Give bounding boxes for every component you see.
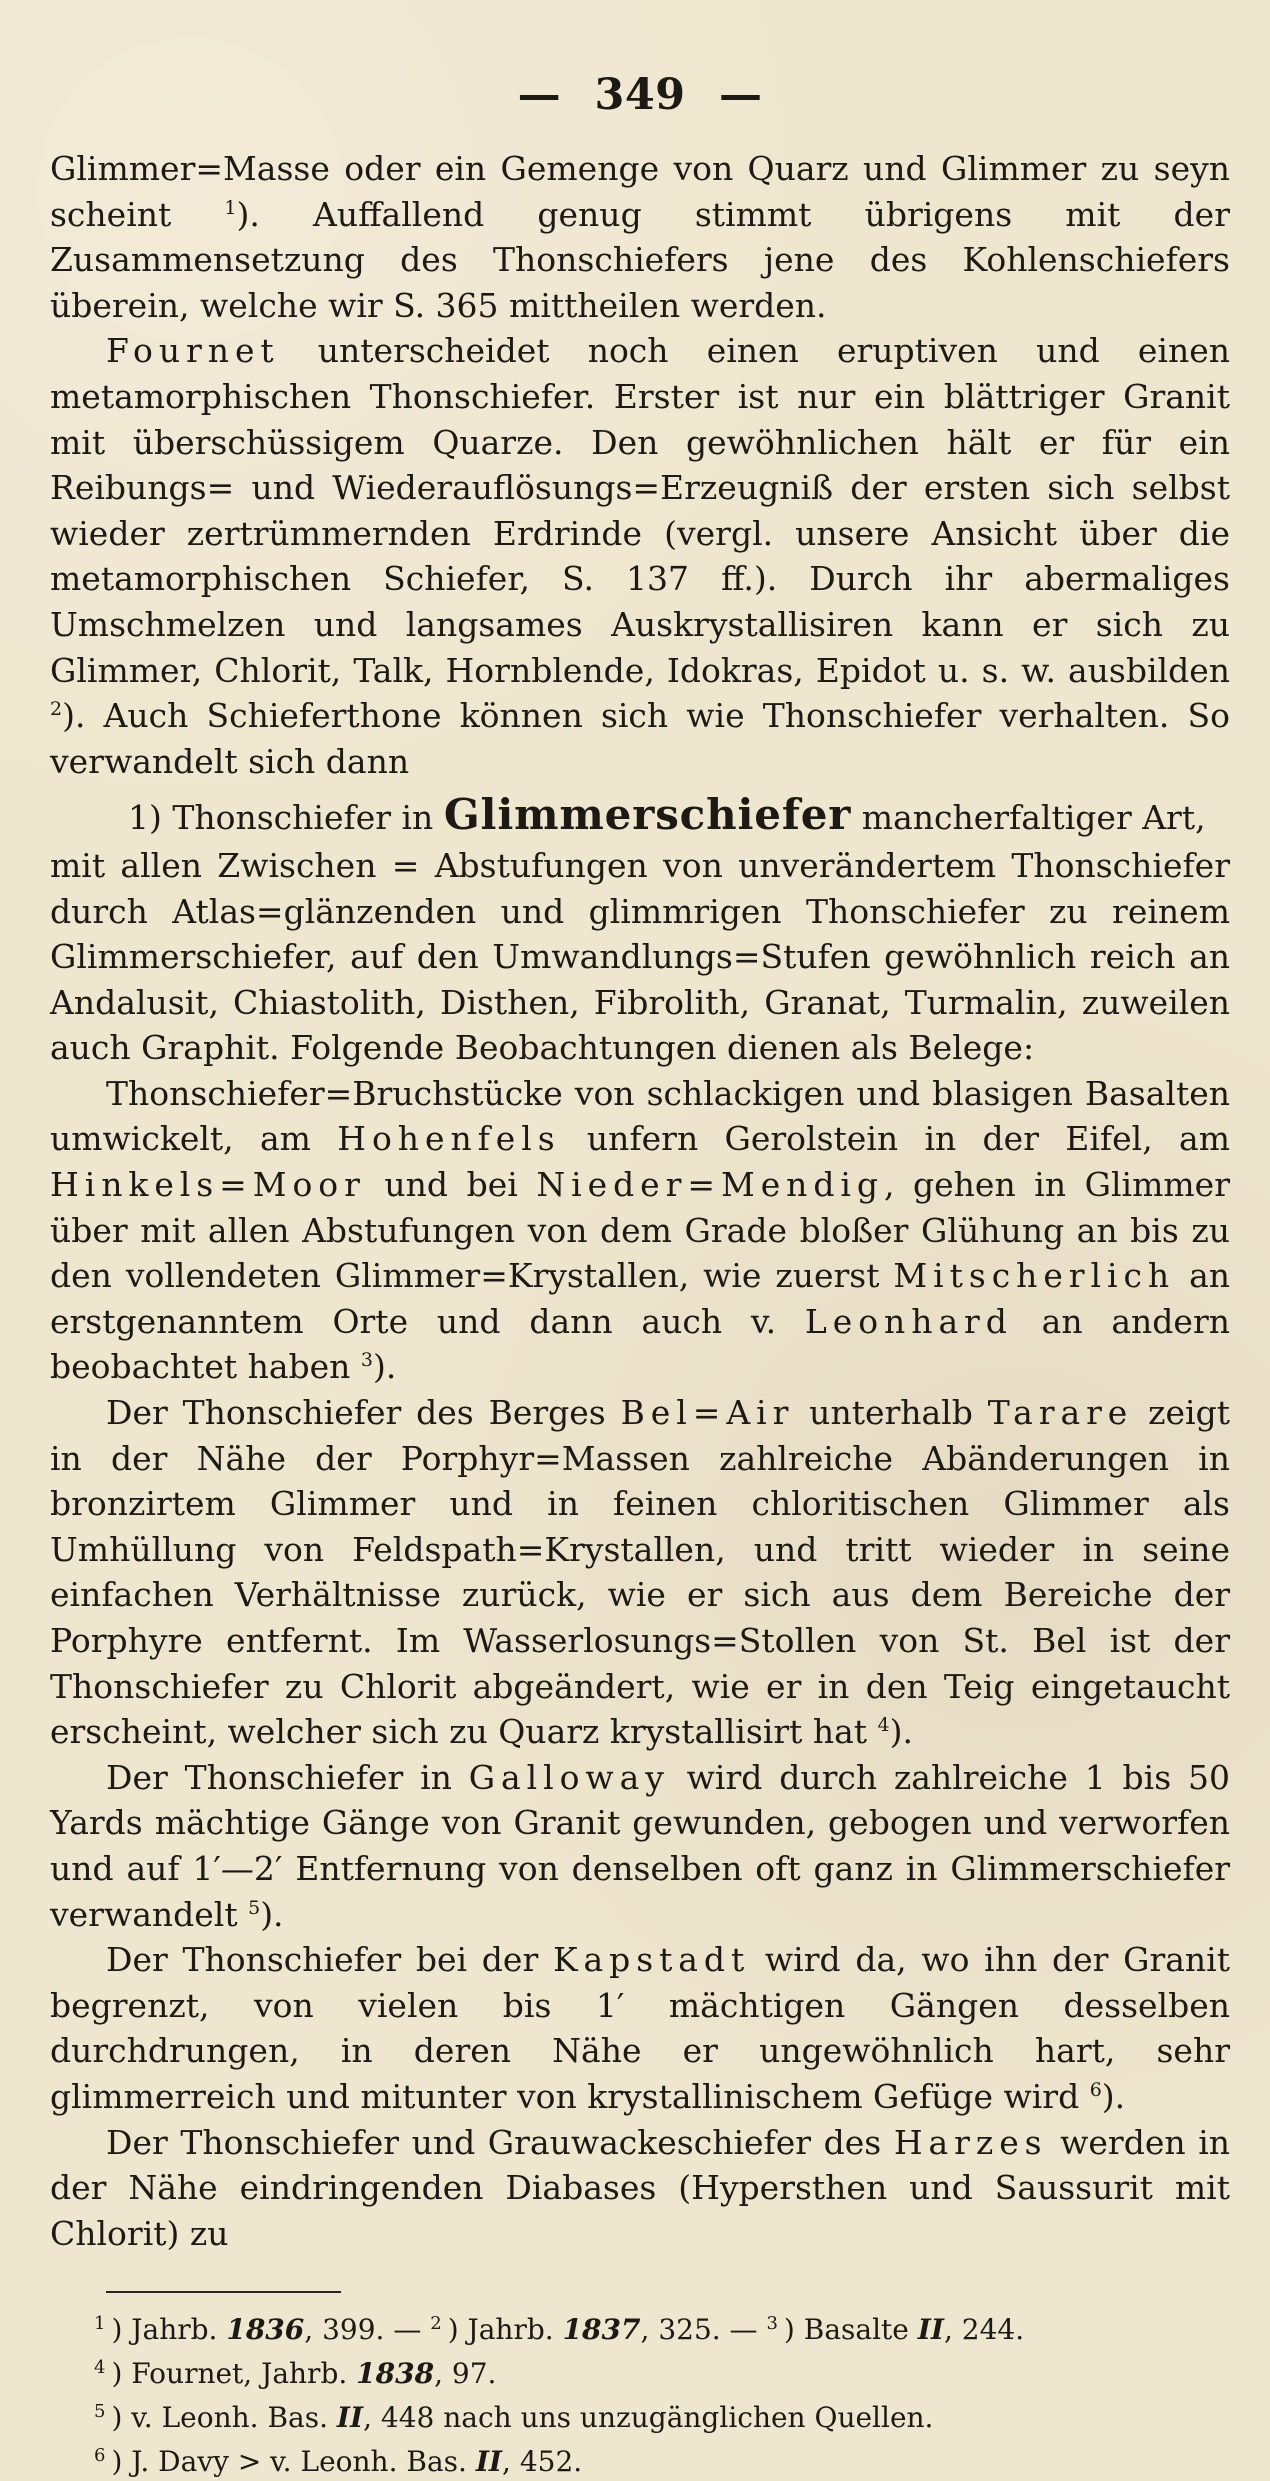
footnote-line-6 <box>94 2443 1230 2481</box>
paragraph-7-text-a: Der Thonschiefer bei der <box>106 1940 553 1980</box>
footnote-ref-3: 3 <box>360 1349 374 1372</box>
comparison-symbol: > <box>237 2445 262 2479</box>
place-kapstadt: Kapstadt <box>552 1940 751 1980</box>
section-heading-suffix: mancherfaltiger Art, <box>851 798 1206 838</box>
footnote-ref-1: 1 <box>224 196 237 219</box>
footnote-number-5: 5 <box>94 2400 106 2422</box>
paragraph-8 <box>50 2120 1230 2257</box>
paragraph-1-text-b: ). Auffallend genug stimmt übrigens mit der Zusammensetzung des Thonschiefers jene des Kohlenschiefers überein, welche wir S. 365 mittheilen werden. <box>50 194 1230 325</box>
footnote-year-1838: 1838 <box>356 2357 435 2391</box>
paragraph-4-text-g: ). <box>373 1347 397 1387</box>
footnote-ref-2: 2 <box>50 698 63 721</box>
footnote-year-1837: 1837 <box>562 2313 641 2347</box>
paragraph-5-text-c: zeigt in der Nähe der Porphyr=Massen zahlreiche Abänderungen in bronzirtem Glimmer und in feinen chloritischen Glimmer als Umhüllung von Feldspath=Krystallen, und tritt wieder in seine einfachen Verhältnisse zurück, wie er sich aus dem Bereiche der Porphyre entfernt. Im Wasserlosungs=Stollen von St. Bel ist der Thonschiefer zu Chlorit abgeändert, wie er in den Teig eingetaucht erscheint, welcher sich zu Quarz krystallisirt hat <box>50 1393 1230 1752</box>
footnote-6-text-a: ) J. Davy <box>111 2445 238 2479</box>
footnote-volume-ii-2: II <box>336 2401 364 2435</box>
footnote-volume-ii-3: II <box>475 2445 503 2479</box>
page-header <box>50 70 1230 120</box>
paragraph-5-text-a: Der Thonschiefer des Berges <box>106 1393 621 1433</box>
footnotes <box>50 2311 1230 2481</box>
footnote-line-1 <box>94 2311 1230 2349</box>
header-left-dash: — <box>517 70 562 120</box>
paragraph-4-text-b: unfern Gerolstein in der Eifel, am <box>560 1119 1230 1159</box>
paragraph-7 <box>50 1937 1230 2119</box>
paragraph-4-text-a: Thonschiefer=Bruchstücke von schlackigen und blasigen Basalten umwickelt, am <box>50 1073 1230 1159</box>
paragraph-3: mit allen Zwischen = Abstufungen von unverändertem Thonschiefer durch Atlas=glänzenden und glimmrigen Thonschiefer zu reinem Glimmerschiefer, auf den Umwandlungs=Stufen gewöhnlich reich an Andalusit, Chiastolith, Disthen, Fibrolith, Granat, Turmalin, zuweilen auch Graphit. Folgende Beobachtungen dienen als Belege: <box>50 845 1230 1068</box>
paragraph-4-text-c: und bei <box>365 1165 537 1205</box>
paragraph-2-text-a: unterscheidet noch einen eruptiven und einen metamorphischen Thonschiefer. Erster ist nur ein blättriger Granit mit überschüssigem Quarze. Den gewöhnlichen hält er für ein Reibungs= und Wiederauflösungs=Erzeugniß der ersten sich selbst wieder zertrümmernden Erdrinde (vergl. unsere Ansicht über die metamorphischen Schiefer, S. 137 ff.). Durch ihr abermaliges Umschmelzen und langsames Auskrystallisiren kann er sich zu Glimmer, Chlorit, Talk, Hornblende, Idokras, Epidot u. s. w. ausbilden <box>50 331 1230 690</box>
paragraph-1 <box>50 146 1230 328</box>
place-hinkels-moor: Hinkels=Moor <box>50 1165 366 1205</box>
paragraph-7-text-c: ). <box>1101 2076 1126 2116</box>
footnote-number-6: 6 <box>94 2444 106 2466</box>
paragraph-8-text-a: Der Thonschiefer und Grauwackeschiefer des <box>106 2122 894 2162</box>
paragraph-4-text-f: an andern beobachtet haben <box>50 1301 1230 1387</box>
paragraph-2-text-b: ). Auch Schieferthone können sich wie Thonschiefer verhalten. So verwandelt sich dann <box>50 696 1230 781</box>
footnote-1-text-b: , 399. — <box>304 2313 431 2347</box>
place-harzes: Harzes <box>893 2122 1048 2162</box>
paragraph-6-text-c: ). <box>260 1894 284 1934</box>
paragraph-5-text-d: ). <box>889 1712 913 1752</box>
paragraph-6-text-a: Der Thonschiefer in <box>106 1757 469 1797</box>
glimmerschiefer-heading-word: Glimmerschiefer <box>443 790 852 840</box>
footnote-number-4: 4 <box>94 2356 106 2378</box>
paragraph-2 <box>50 328 1230 784</box>
paragraph-5-text-b: unterhalb <box>794 1393 988 1433</box>
footnote-rule <box>106 2291 341 2293</box>
footnote-6-text-c: , 452. <box>502 2445 583 2479</box>
footnote-1-text-c: ) Jahrb. <box>447 2313 563 2347</box>
paragraph-4-text-d: , gehen in Glimmer über mit allen Abstufungen von dem Grade bloßer Glühung an bis zu den vollendeten Glimmer=Krystallen, wie zuerst <box>50 1165 1230 1296</box>
place-tarare: Tarare <box>987 1393 1134 1433</box>
paragraph-6-text-b: wird durch zahlreiche 1 bis 50 Yards mächtige Gänge von Granit gewunden, gebogen und verworfen und auf 1′—2′ Entfernung von denselben oft ganz in Glimmerschiefer verwandelt <box>50 1757 1230 1934</box>
section-heading-line <box>50 792 1230 841</box>
footnote-5-text-b: , 448 nach uns unzugänglichen Quellen. <box>363 2401 934 2435</box>
footnote-6-text-b: v. Leonh. Bas. <box>261 2445 476 2479</box>
place-galloway: Galloway <box>468 1757 670 1797</box>
paragraph-6 <box>50 1755 1230 1937</box>
section-heading-prefix: 1) Thonschiefer in <box>128 798 444 838</box>
footnote-number-1: 1 <box>94 2312 106 2334</box>
paragraph-1-text-a: Glimmer=Masse oder ein Gemenge von Quarz und Glimmer zu seyn scheint <box>50 149 1230 234</box>
paragraph-7-text-b: wird da, wo ihn der Granit begrenzt, von vielen bis 1′ mächtigen Gängen desselben durchdrungen, in deren Nähe er ungewöhnlich hart, sehr glimmerreich und mitunter von krystallinischem Gefüge wird <box>50 1940 1230 2116</box>
footnote-4-text-a: ) Fournet, Jahrb. <box>111 2357 357 2391</box>
footnote-1-text-d: , 325. — <box>640 2313 767 2347</box>
author-fournet: Fournet <box>106 331 280 371</box>
footnote-1-text-f: , 244. <box>943 2313 1025 2347</box>
footnote-1-text-e: ) Basalte <box>783 2313 918 2347</box>
footnote-ref-5: 5 <box>248 1896 261 1919</box>
paragraph-4 <box>50 1071 1230 1390</box>
footnote-year-1836: 1836 <box>226 2313 305 2347</box>
paragraph-5 <box>50 1390 1230 1755</box>
footnote-volume-ii-1: II <box>917 2313 944 2347</box>
footnote-ref-6: 6 <box>1089 2078 1102 2101</box>
footnote-ref-4: 4 <box>877 1714 890 1737</box>
person-mitscherlich: Mitscherlich <box>893 1256 1176 1296</box>
place-hohenfels: Hohenfels <box>337 1119 561 1159</box>
footnote-5-text-a: ) v. Leonh. Bas. <box>111 2401 337 2435</box>
page-number: 349 <box>594 70 686 120</box>
footnote-line-4 <box>94 2355 1230 2393</box>
footnote-4-text-b: , 97. <box>434 2357 497 2391</box>
paragraph-8-text-b: werden in der Nähe eindringenden Diabases (Hypersthen und Saussurit mit Chlorit) zu <box>50 2122 1230 2253</box>
main-text <box>50 146 1230 2256</box>
footnote-number-3: 3 <box>766 2312 778 2334</box>
paragraph-4-text-e: an erstgenanntem Orte und dann auch v. <box>50 1256 1230 1341</box>
footnote-1-text-a: ) Jahrb. <box>111 2313 227 2347</box>
footnote-line-5 <box>94 2399 1230 2437</box>
header-right-dash: — <box>718 70 763 120</box>
footnote-number-2: 2 <box>430 2312 442 2334</box>
person-leonhard: Leonhard <box>804 1301 1013 1341</box>
place-bel-air: Bel=Air <box>620 1393 795 1433</box>
place-nieder-mendig: Nieder=Mendig <box>536 1165 884 1205</box>
